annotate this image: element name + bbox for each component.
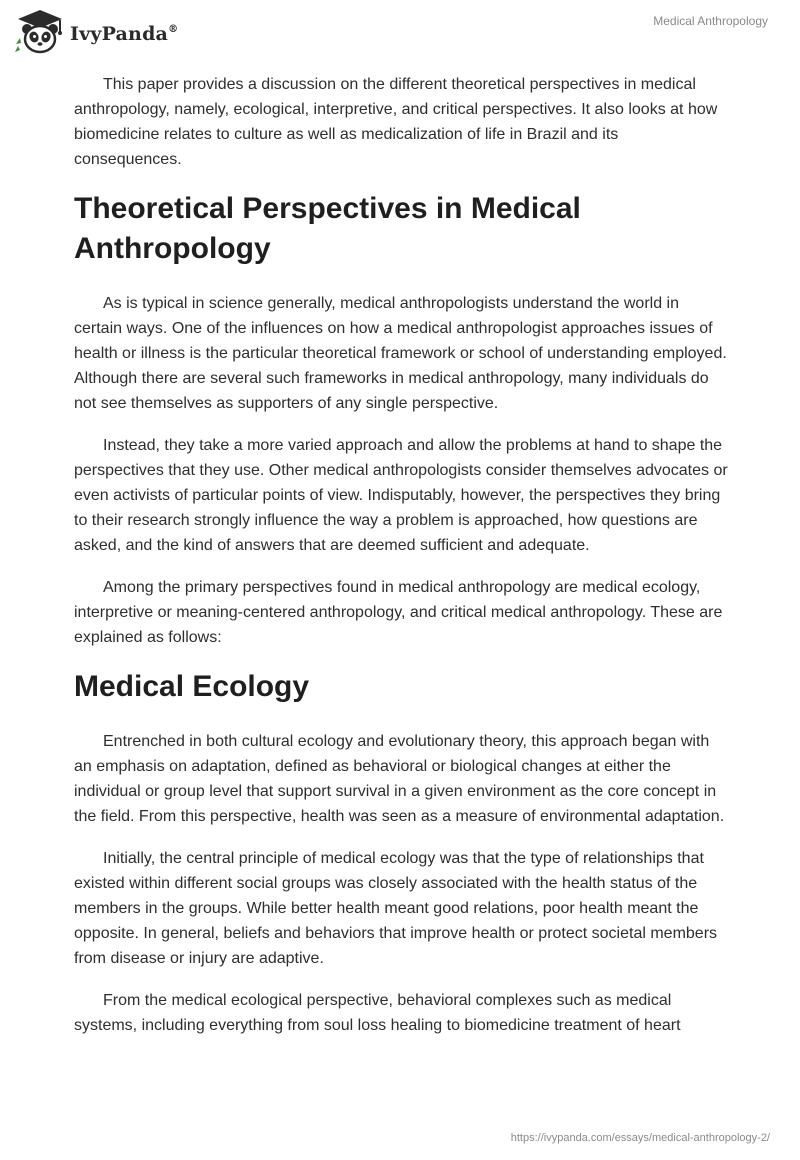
section-heading-theoretical-perspectives: Theoretical Perspectives in Medical Anthropology [74, 192, 581, 265]
intro-paragraph: This paper provides a discussion on the different theoretical perspectives in medical anthropology, namely, ecological, interpretive, and critical perspectives. It also looks at how biomedicine relates to culture as well as medicalization of life in Brazil and its consequences. [74, 76, 718, 168]
essay-body [74, 72, 730, 1055]
panda-graduate-icon [14, 8, 66, 56]
paragraph: As is typical in science generally, medical anthropologists understand the world in certain ways. One of the influences on how a medical anthropologist approaches issues of health or illness is the particular theoretical framework or school of understanding employed. Although there are several such frameworks in medical anthropology, many individuals do not see themselves as supporters of any single perspective. [74, 295, 727, 412]
paragraph: Initially, the central principle of medical ecology was that the type of relationships that existed within different social groups was closely associated with the health status of the members in the groups. While better health meant good relations, poor health meant the opposite. In general, beliefs and behaviors that improve health or protect societal members from disease or injury are adaptive. [74, 850, 718, 967]
page-header [0, 0, 800, 64]
brand-logo[interactable] [14, 8, 178, 56]
paragraph: Among the primary perspectives found in medical anthropology are medical ecology, interpretive or meaning-centered anthropology, and critical medical anthropology. These are explained as follows: [74, 579, 723, 646]
paragraph: From the medical ecological perspective, behavioral complexes such as medical systems, including everything from soul loss healing to biomedicine treatment of heart [74, 992, 681, 1034]
section-heading-medical-ecology: Medical Ecology [74, 670, 310, 703]
paragraph: Entrenched in both cultural ecology and evolutionary theory, this approach began with an emphasis on adaptation, defined as behavioral or biological changes at either the individual or group level that support survival in a given environment as the core concept in the field. From this perspective, health was seen as a measure of environmental adaptation. [74, 733, 725, 825]
brand-name: IvyPanda® [70, 23, 179, 45]
paragraph: Instead, they take a more varied approach and allow the problems at hand to shape the perspectives that they use. Other medical anthropologists consider themselves advocates or even activists of particular points of view. Indisputably, however, the perspectives they bring to their research strongly influence the way a problem is approached, how questions are asked, and the kind of answers that are deemed sufficient and adequate. [74, 437, 728, 554]
source-url[interactable]: https://ivypanda.com/essays/medical-anthropology-2/ [510, 1132, 770, 1144]
document-title: Medical Anthropology [653, 14, 768, 28]
